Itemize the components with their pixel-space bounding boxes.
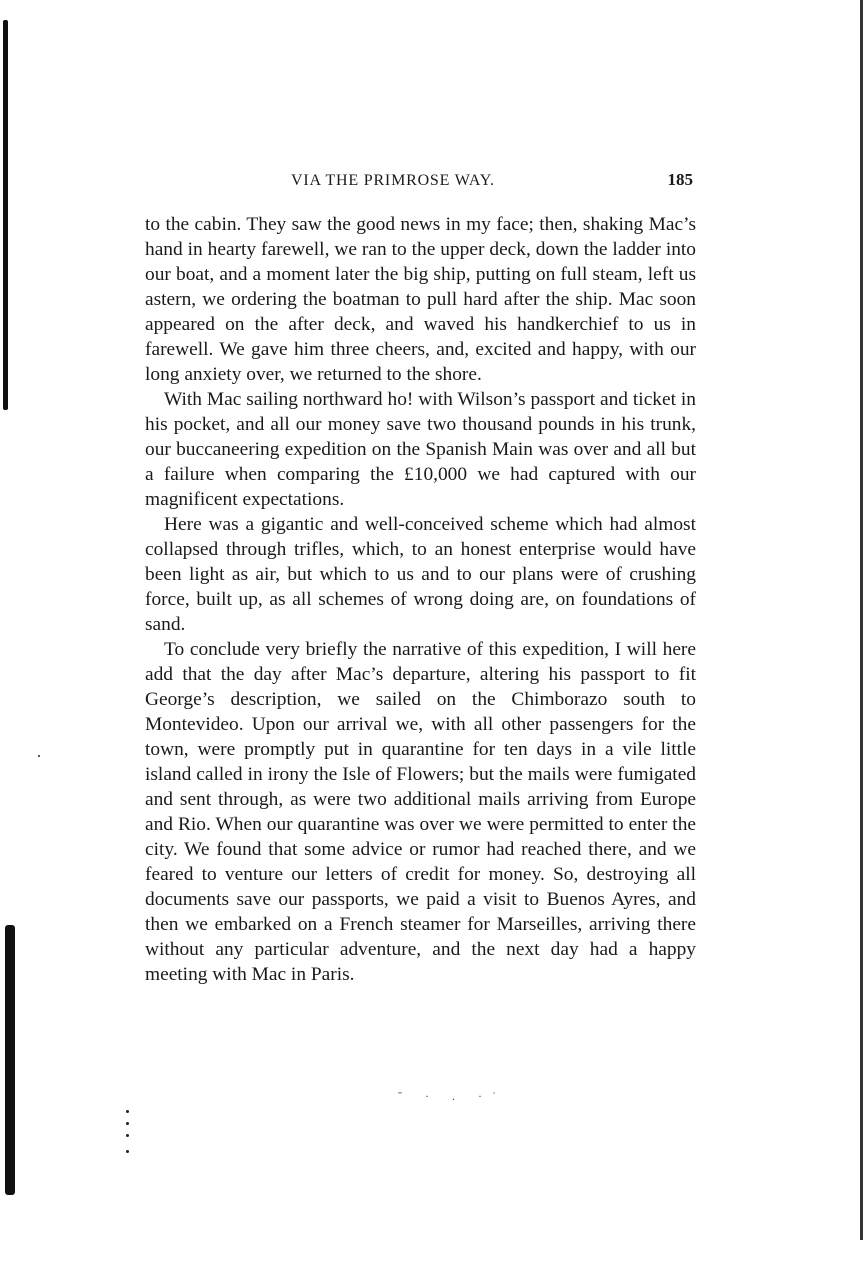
body-text (145, 212, 696, 987)
scan-speck (126, 1134, 129, 1137)
paragraph: to the cabin. They saw the good news in my face; then, shaking Mac’s hand in hearty farewell, we ran to the upper deck, down the ladder into our boat, and a moment later the big ship, putting on full steam, left us astern, we ordering the boatman to pull hard after the ship. Mac soon appeared on the after deck, and waved his handkerchief to us in farewell. We gave him three cheers, and, excited and happy, with our long anxiety over, we returned to the shore. (145, 214, 696, 385)
paragraph: With Mac sailing northward ho! with Wilson’s passport and ticket in his pocket, and all our money save two thousand pounds in his trunk, our buccaneering expedition on the Spanish Main was over and all but a failure when comparing the £10,000 we had captured with our magnificent expectations. (145, 389, 696, 510)
scan-speck (126, 1110, 129, 1113)
scan-binding-shadow (5, 925, 15, 1195)
paragraph: To conclude very briefly the narrative of this expedition, I will here add that the day after Mac’s departure, altering his passport to fit George’s description, we sailed on the Chimborazo south to Montevideo. Upon our arrival we, with all other passengers for the town, were promptly put in quarantine for ten days in a vile little island called in irony the Isle of Flowers; but the mails were fumigated and sent through, as were two additional mails arriving from Europe and Rio. When our quarantine was over we were permitted to enter the city. We found that some advice or rumor had reached there, and we feared to venture our letters of credit for money. So, destroying all documents save our passports, we paid a visit to Buenos Ayres, and then we embarked on a French steamer for Marseilles, arriving there without any particular adventure, and the next day had a happy meeting with Mac in Paris. (145, 639, 696, 985)
page-number: 185 (667, 170, 693, 189)
scan-speck (126, 1150, 129, 1153)
running-title: VIA THE PRIMROSE WAY. (291, 172, 495, 189)
scan-speck (126, 1122, 129, 1125)
running-head (145, 170, 695, 194)
paragraph: Here was a gigantic and well-conceived scheme which had almost collapsed through trifles, which, to an honest enterprise would have been light as air, but which to us and to our plans were of crushing force, built up, as all schemes of wrong doing are, on foundations of sand. (145, 514, 696, 635)
scan-speck (38, 755, 40, 757)
scan-binding-shadow (3, 20, 8, 410)
end-ornament: ˘ · . ·˙ (398, 1089, 506, 1103)
